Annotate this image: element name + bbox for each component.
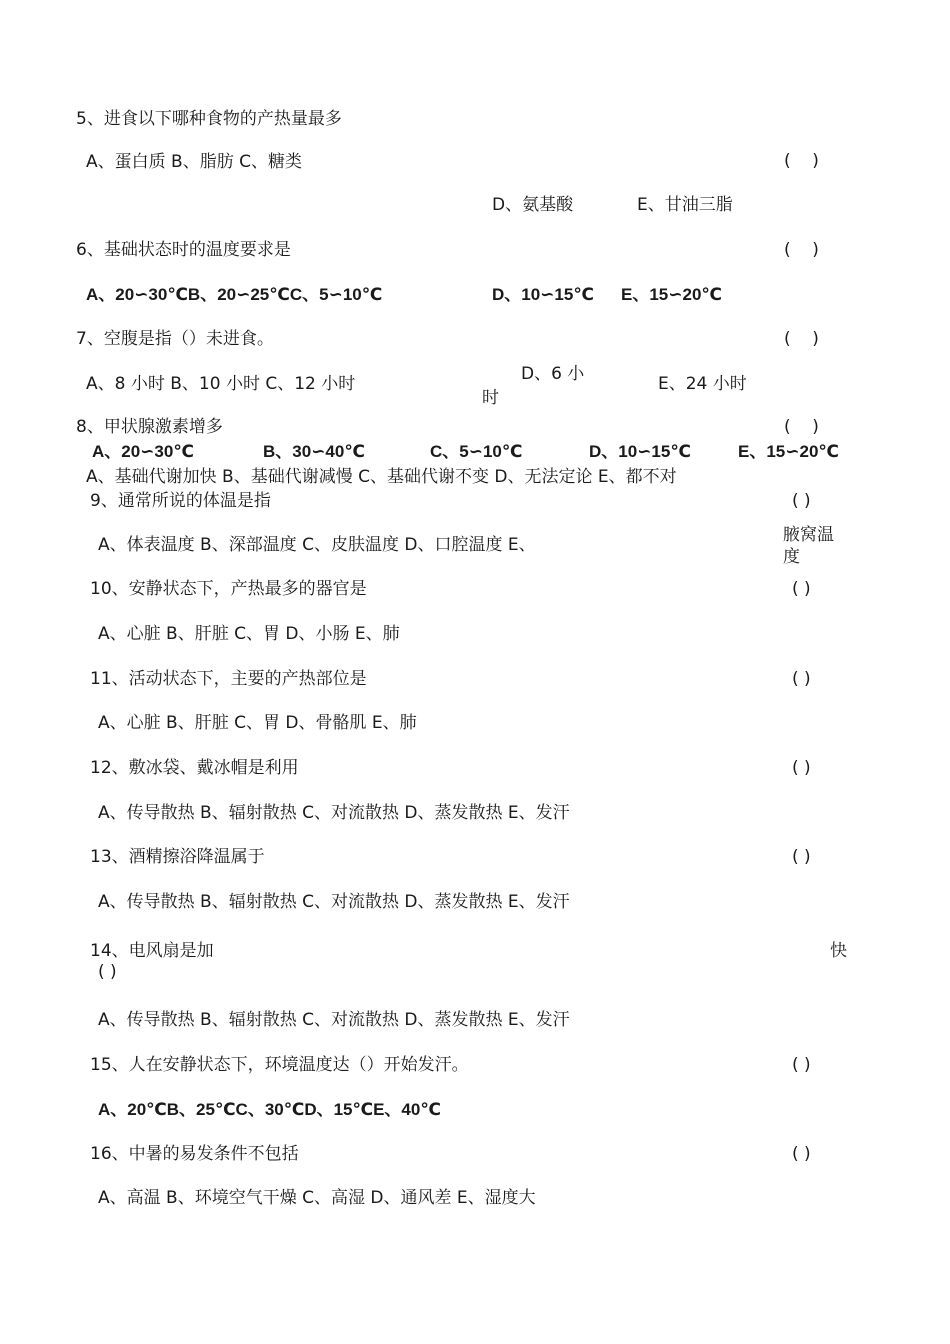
q15-answer-paren: ( ) xyxy=(792,1055,811,1075)
q10-options: A、心脏 B、肝脏 C、胃 D、小肠 E、肺 xyxy=(98,624,400,644)
q8-answer-paren: ( ) xyxy=(784,417,819,437)
q8-stray-option-c: C、5∽10℃ xyxy=(430,442,523,461)
q9-option-e-wrap: 度 xyxy=(783,547,800,567)
q6-options: A、20∽30℃B、20∽25℃C、5∽10℃ xyxy=(86,285,383,304)
q11-answer-paren: ( ) xyxy=(792,669,811,689)
q12-answer-paren: ( ) xyxy=(792,758,811,778)
q14-stem-tail: 快 xyxy=(830,941,847,961)
q14-answer-paren: ( ) xyxy=(98,962,117,982)
q5-option-e: E、甘油三脂 xyxy=(637,195,733,215)
q8-options: A、基础代谢加快 B、基础代谢减慢 C、基础代谢不变 D、无法定论 E、都不对 xyxy=(86,467,677,487)
q8-stray-option-e: E、15∽20℃ xyxy=(738,442,839,461)
q16-options: A、高温 B、环境空气干燥 C、高湿 D、通风差 E、湿度大 xyxy=(98,1188,536,1208)
q13-answer-paren: ( ) xyxy=(792,847,811,867)
q7-option-d-wrap: 时 xyxy=(482,388,499,408)
q13-options: A、传导散热 B、辐射散热 C、对流散热 D、蒸发散热 E、发汗 xyxy=(98,892,570,912)
q9-stem: 9、通常所说的体温是指 xyxy=(90,491,271,511)
q8-stray-option-d: D、10∽15℃ xyxy=(589,442,691,461)
q5-stem: 5、进食以下哪种食物的产热量最多 xyxy=(76,109,342,129)
q14-stem: 14、电风扇是加 xyxy=(90,941,214,961)
q6-stem: 6、基础状态时的温度要求是 xyxy=(76,240,291,260)
q14-options: A、传导散热 B、辐射散热 C、对流散热 D、蒸发散热 E、发汗 xyxy=(98,1010,570,1030)
q9-answer-paren: ( ) xyxy=(792,491,811,511)
q16-stem: 16、中暑的易发条件不包括 xyxy=(90,1144,299,1164)
q9-options: A、体表温度 B、深部温度 C、皮肤温度 D、口腔温度 E、 xyxy=(98,535,536,555)
q5-answer-paren: ( ) xyxy=(784,151,819,171)
q7-option-d: D、6 小 xyxy=(521,364,585,384)
q8-stray-option-b: B、30∽40℃ xyxy=(263,442,365,461)
q5-options: A、蛋白质 B、脂肪 C、糖类 xyxy=(86,152,302,172)
q13-stem: 13、酒精擦浴降温属于 xyxy=(90,847,265,867)
q11-stem: 11、活动状态下，主要的产热部位是 xyxy=(90,669,367,689)
q12-options: A、传导散热 B、辐射散热 C、对流散热 D、蒸发散热 E、发汗 xyxy=(98,803,570,823)
q5-option-d: D、氨基酸 xyxy=(492,195,574,215)
q7-options: A、8 小时 B、10 小时 C、12 小时 xyxy=(86,374,356,394)
q11-options: A、心脏 B、肝脏 C、胃 D、骨骼肌 E、肺 xyxy=(98,713,417,733)
q8-stem: 8、甲状腺激素增多 xyxy=(76,417,223,437)
q8-stray-option-a: A、20∽30℃ xyxy=(92,442,194,461)
q7-option-e: E、24 小时 xyxy=(658,374,747,394)
q6-answer-paren: ( ) xyxy=(784,240,819,260)
q9-option-e: 腋窝温 xyxy=(783,525,834,545)
q15-options: A、20℃B、25℃C、30℃D、15℃E、40℃ xyxy=(98,1100,441,1119)
q12-stem: 12、敷冰袋、戴冰帽是利用 xyxy=(90,758,299,778)
q16-answer-paren: ( ) xyxy=(792,1144,811,1164)
q6-option-e: E、15∽20℃ xyxy=(621,285,722,304)
q15-stem: 15、人在安静状态下，环境温度达（）开始发汗。 xyxy=(90,1055,469,1075)
q10-stem: 10、安静状态下，产热最多的器官是 xyxy=(90,579,367,599)
q10-answer-paren: ( ) xyxy=(792,579,811,599)
q7-stem: 7、空腹是指（）未进食。 xyxy=(76,329,274,349)
q6-option-d: D、10∽15℃ xyxy=(492,285,594,304)
q7-answer-paren: ( ) xyxy=(784,329,819,349)
